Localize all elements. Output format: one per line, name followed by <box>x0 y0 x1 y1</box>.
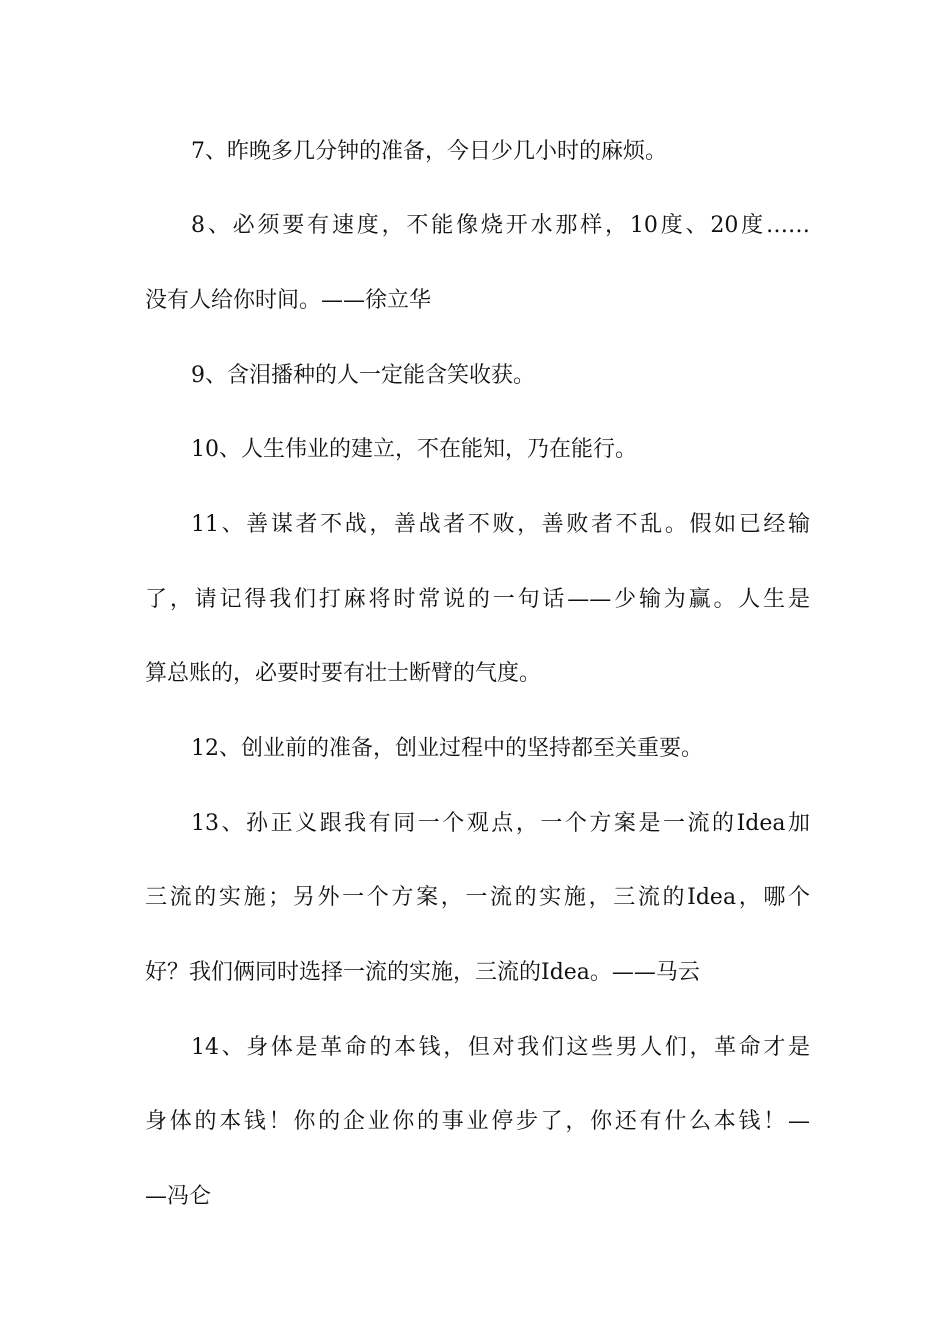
quote-11-line-2: 了，请记得我们打麻将时常说的一句话——少输为赢。人生是 <box>145 587 810 612</box>
quote-11-line-1: 11、善谋者不战，善战者不败，善败者不乱。假如已经输 <box>191 512 810 537</box>
quote-14-line-2: 身体的本钱！你的企业你的事业停步了，你还有什么本钱！— <box>145 1109 810 1134</box>
quote-9-line-1: 9、含泪播种的人一定能含笑收获。 <box>191 363 535 388</box>
quote-10-line-1: 10、人生伟业的建立，不在能知，乃在能行。 <box>191 437 637 462</box>
quote-11-line-3: 算总账的，必要时要有壮士断臂的气度。 <box>145 661 542 686</box>
quote-8-line-1: 8、必须要有速度，不能像烧开水那样，10度、20度…… <box>191 213 810 238</box>
quote-7-line-1: 7、昨晚多几分钟的准备，今日少几小时的麻烦。 <box>191 139 667 164</box>
quote-13-line-1: 13、孙正义跟我有同一个观点，一个方案是一流的Idea加 <box>191 811 810 836</box>
quote-14-line-3: —冯仑 <box>145 1184 212 1209</box>
quote-8-line-2: 没有人给你时间。——徐立华 <box>145 288 432 313</box>
quote-13-line-2: 三流的实施；另外一个方案，一流的实施，三流的Idea，哪个 <box>145 885 810 910</box>
quote-14-line-1: 14、身体是革命的本钱，但对我们这些男人们，革命才是 <box>191 1035 810 1060</box>
quote-13-line-3: 好？我们俩同时选择一流的实施，三流的Idea。——马云 <box>145 960 700 985</box>
quote-12-line-1: 12、创业前的准备，创业过程中的坚持都至关重要。 <box>191 736 703 761</box>
